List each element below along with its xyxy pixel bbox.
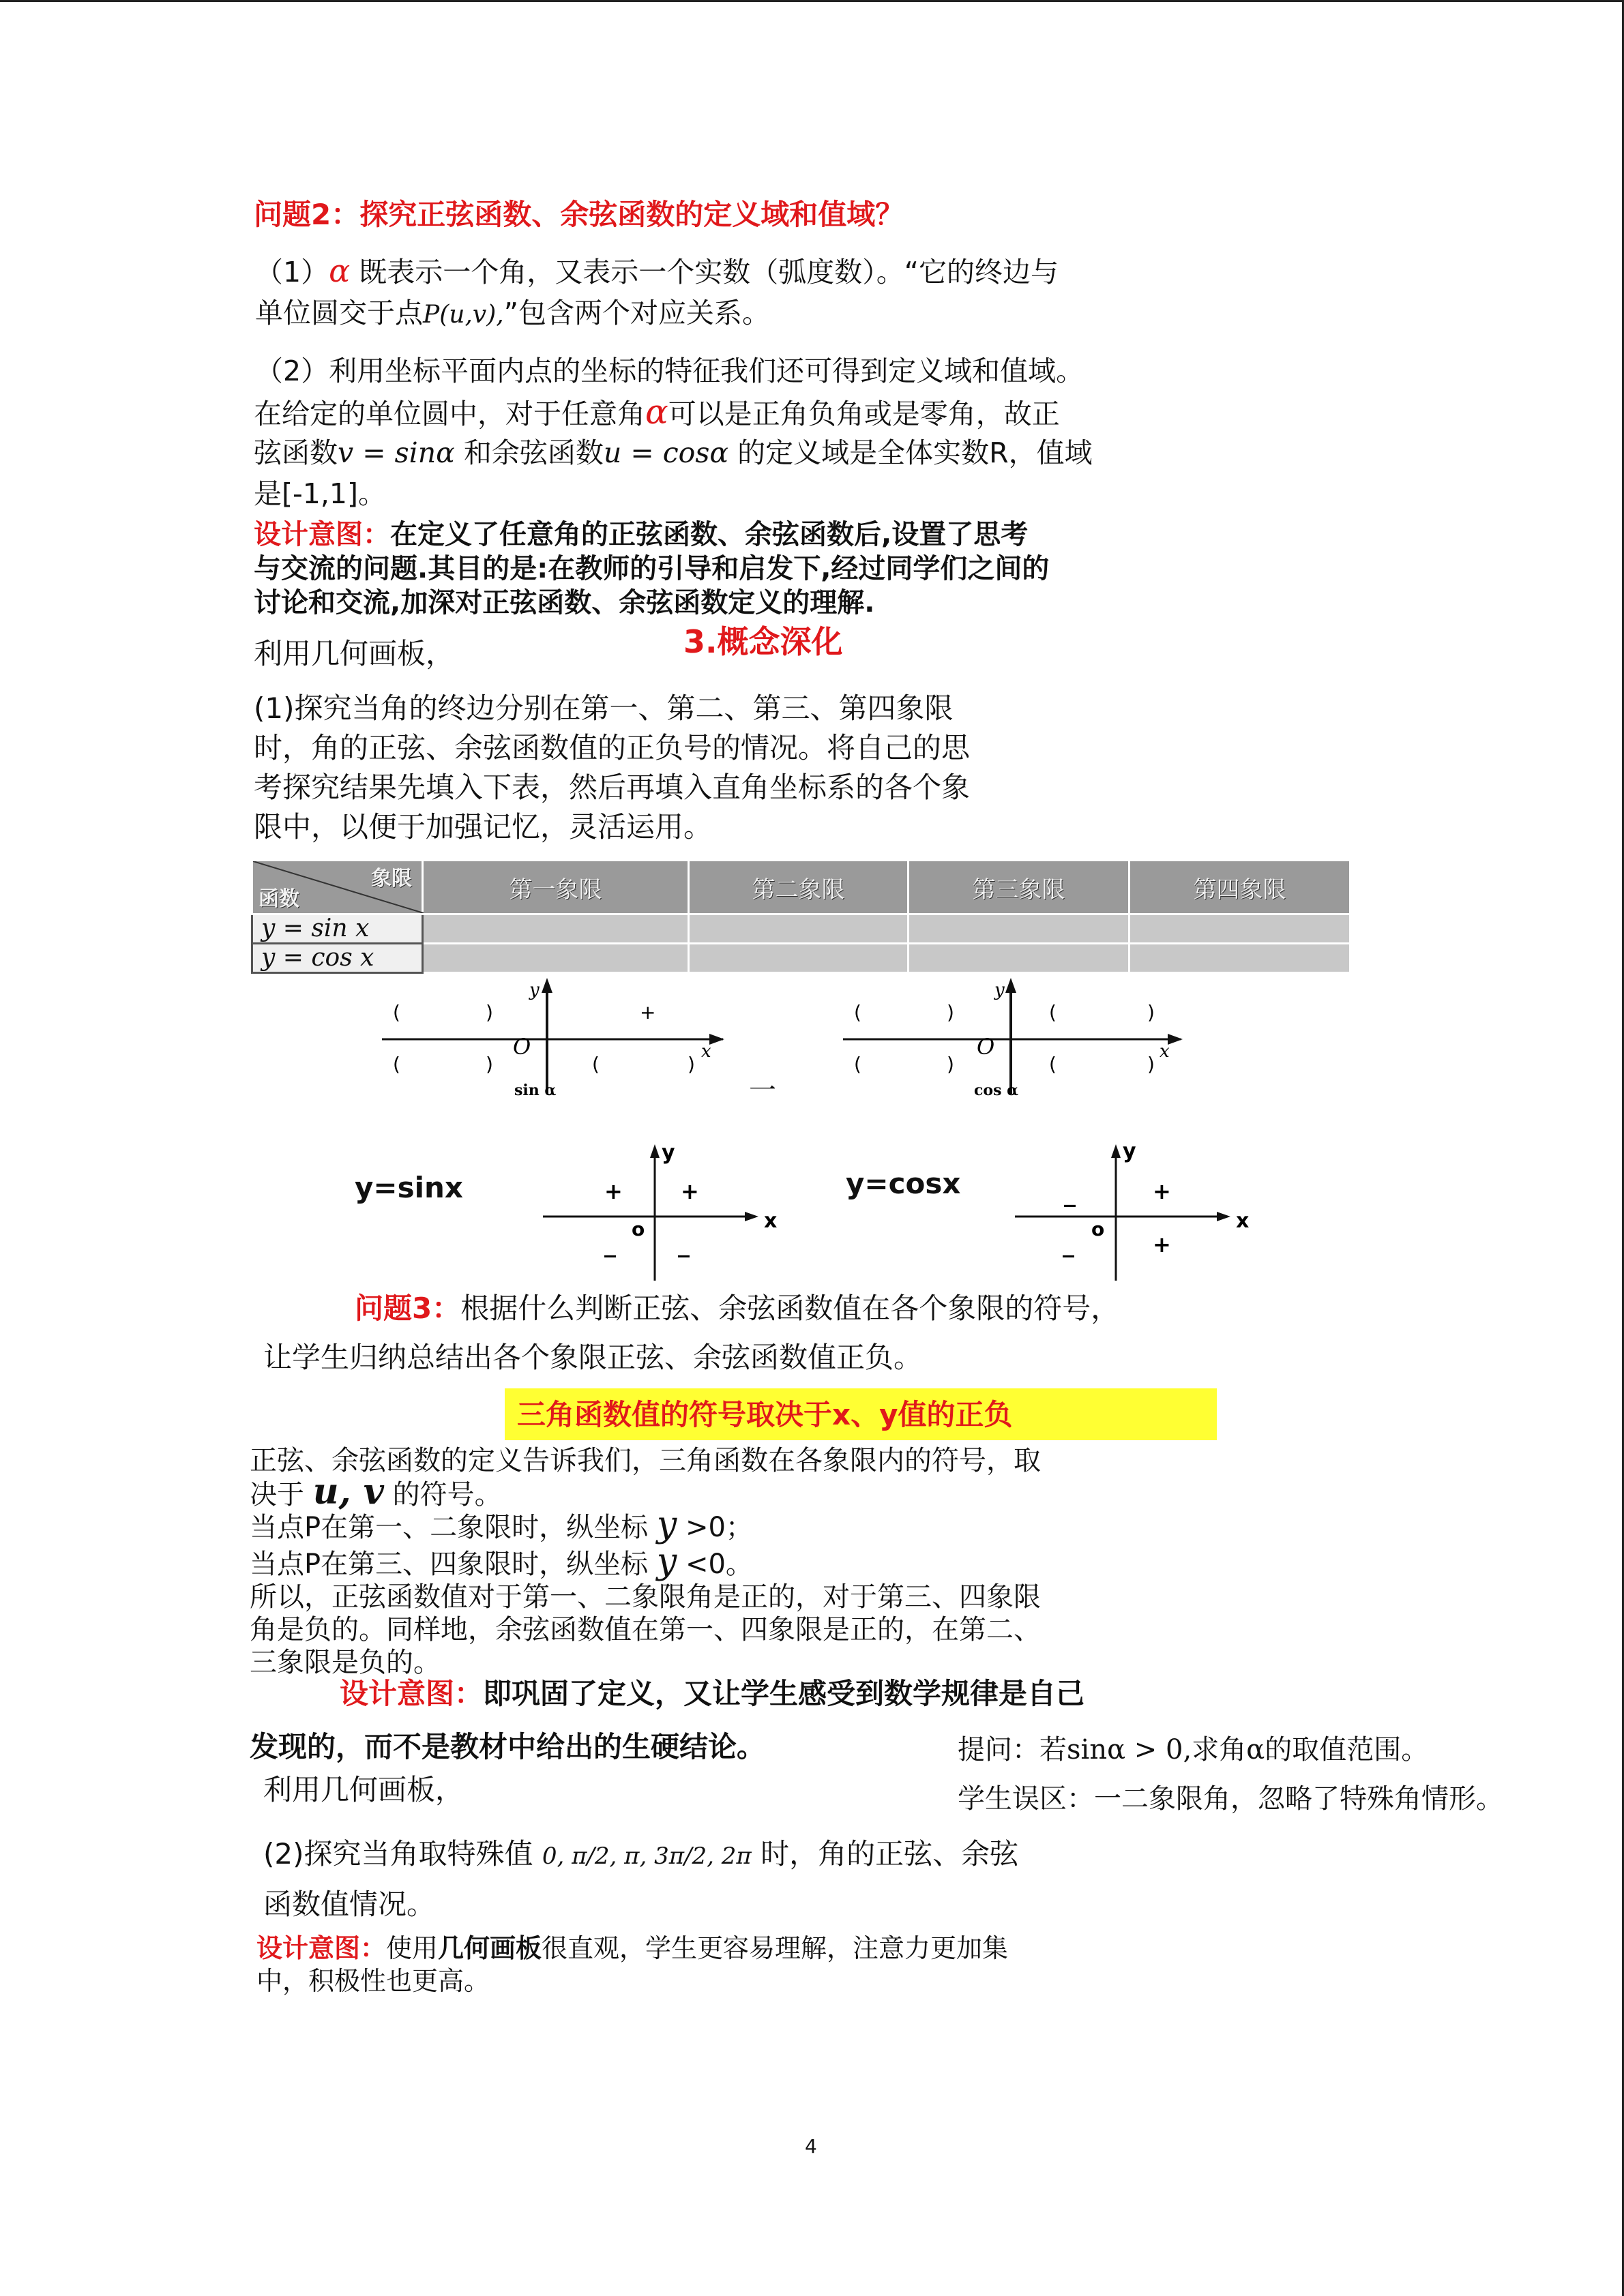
explain-line5: 所以，正弦函数值对于第一、二象限角是正的，对于第三、四象限: [250, 1581, 1041, 1613]
paren-close: ): [1147, 1001, 1155, 1024]
sec3b-p2-line1: [263, 1825, 1018, 1885]
sec3-p1-line1: (1)探究当角的终边分别在第一、第二、第三、第四象限: [254, 691, 954, 725]
q2-sign: +: [604, 1178, 623, 1204]
intent-3-bold: 几何画板: [438, 1933, 542, 1963]
intent-1-line1: [254, 518, 1028, 551]
explain-line3-rest: >0；: [685, 1512, 753, 1543]
table-cell[interactable]: [909, 914, 1130, 944]
paren-open: (: [854, 1001, 861, 1024]
row-label-cos: y = cos x: [252, 944, 423, 973]
explain-line2-rest: 的符号。: [392, 1479, 502, 1510]
intent-1-line2: 与交流的问题.其目的是:在教师的引导和启发下,经过同学们之间的: [254, 553, 1050, 584]
geometry-tool-note: 利用几何画板，: [254, 637, 455, 670]
table-cell[interactable]: [689, 944, 909, 973]
q2-p2-line3-mid: 和余弦函数: [454, 436, 604, 469]
paren-open: (: [854, 1053, 861, 1075]
q1-sign: +: [681, 1178, 699, 1204]
side-note-question: 提问：若sinα > 0,求角α的取值范围。: [958, 1734, 1429, 1765]
quadrant-sign-table: [251, 859, 1351, 974]
q2-p1-line2: [255, 293, 770, 335]
paren-close: ): [486, 1001, 493, 1024]
intent-3-pre: 使用: [386, 1933, 439, 1963]
origin-label: O: [977, 1034, 995, 1060]
point-p: P(u,v),: [423, 301, 504, 329]
paren-close: ): [1147, 1053, 1155, 1075]
sec3-p1-line4: 限中，以便于加强记忆，灵活运用。: [254, 810, 713, 844]
special-values: 0, π/2, π, 3π/2, 2π: [542, 1843, 752, 1870]
cos-formula: u = cosα: [603, 436, 729, 469]
stray-dash: 一: [749, 1075, 776, 1106]
q3-sign: _: [1063, 1231, 1074, 1258]
explain-line4: [250, 1541, 753, 1582]
q2-p1-prefix: （1）: [255, 256, 329, 288]
table-header-q4: 第四象限: [1130, 861, 1350, 914]
sec3-p1-line3: 考探究结果先填入下表，然后再填入直角坐标系的各个象: [254, 771, 971, 804]
corner-bottom-label: 函数: [259, 887, 299, 911]
q2-p1-line2-rest: ”包含两个对应关系。: [503, 297, 770, 329]
intent-3-line1: [256, 1931, 1008, 1965]
y-symbol: y: [656, 1504, 677, 1545]
intent-3-line2: 中，积极性也更高。: [256, 1966, 490, 1996]
x-axis-label: x: [1236, 1209, 1250, 1233]
sinx-sign-axes: [539, 1140, 784, 1283]
paren-open: (: [592, 1053, 600, 1075]
q2-p1-line1: [255, 251, 1059, 292]
table-header-q3: 第三象限: [909, 861, 1130, 914]
q1-sign: +: [640, 1001, 656, 1024]
q3-sign: _: [604, 1231, 616, 1258]
highlight-text: 三角函数值的符号取决于x、y值的正负: [517, 1398, 1013, 1431]
explain-line3: [250, 1504, 753, 1545]
x-axis-label: x: [764, 1209, 778, 1233]
top-border: [0, 0, 1624, 2]
intent-1-label: 设计意图：: [254, 519, 390, 550]
side-note-misconception: 学生误区：一二象限角，忽略了特殊角情形。: [958, 1783, 1503, 1815]
intent-1-line3: 讨论和交流,加深对正弦函数、余弦函数定义的理解.: [254, 587, 875, 618]
explain-line2-prefix: 决于: [250, 1479, 304, 1510]
q2-p1-line2-prefix: 单位圆交于点: [255, 297, 423, 329]
geometry-tool-note-2: 利用几何画板，: [263, 1773, 464, 1806]
axis-x-label: x: [701, 1041, 711, 1062]
q4-sign: +: [1153, 1232, 1171, 1257]
sin-alpha-axes: [368, 976, 737, 1099]
page-number: 4: [805, 2135, 817, 2158]
question-3-text: 根据什么判断正弦、余弦函数值在各个象限的符号，: [460, 1292, 1120, 1325]
intent-1-text1: 在定义了任意角的正弦函数、余弦函数后,设置了思考: [390, 519, 1029, 550]
q2-p2-line1: （2）利用坐标平面内点的坐标的特征我们还可得到定义域和值域。: [255, 355, 1084, 387]
origin-label: o: [632, 1218, 645, 1240]
question-2-title: 问题2：探究正弦函数、余弦函数的定义域和值域？: [254, 198, 904, 231]
explain-line3-prefix: 当点P在第一、二象限时，纵坐标: [250, 1512, 649, 1543]
section-3-heading: 3.概念深化: [683, 623, 843, 660]
intent-2-line1: [340, 1675, 1084, 1713]
axis-x-label: x: [1160, 1041, 1170, 1062]
origin-label: O: [513, 1034, 531, 1060]
y-axis-label: y: [1123, 1140, 1136, 1163]
paren-close: ): [688, 1053, 695, 1075]
table-cell[interactable]: [909, 944, 1130, 973]
table-cell[interactable]: [1130, 914, 1350, 944]
label-y-sinx: y=sinx: [355, 1171, 463, 1204]
axis-y-label: y: [529, 980, 540, 1000]
intent-2-text1: 即巩固了定义，又让学生感受到数学规律是自己: [483, 1677, 1085, 1710]
sec3-p1-line2: 时，角的正弦、余弦函数值的正负号的情况。将自己的思: [254, 731, 971, 764]
table-corner-cell: [252, 861, 423, 914]
question-3-line2: 让学生归纳总结出各个象限正弦、余弦函数值正负。: [263, 1341, 923, 1374]
sin-formula: v = sinα: [338, 436, 455, 469]
table-cell[interactable]: [423, 944, 689, 973]
q1-sign: +: [1153, 1178, 1171, 1204]
explain-line4-rest: <0。: [685, 1549, 753, 1580]
q2-p1-rest: 既表示一个角，又表示一个实数（弧度数）。“它的终边与: [350, 256, 1059, 288]
paren-close: ): [486, 1053, 493, 1075]
cosx-sign-axes: [1011, 1140, 1256, 1283]
y-axis-label: y: [662, 1141, 675, 1165]
question-3-line1: [355, 1289, 1119, 1328]
explain-line6: 角是负的。同样地，余弦函数值在第一、四象限是正的，在第二、: [250, 1614, 1041, 1645]
label-y-cosx: y=cosx: [846, 1167, 961, 1200]
paren-close: ): [947, 1001, 954, 1024]
explain-line1: 正弦、余弦函数的定义告诉我们，三角函数在各象限内的符号，取: [250, 1445, 1041, 1476]
corner-top-label: 象限: [371, 867, 412, 891]
table-cell[interactable]: [423, 914, 689, 944]
q2-p2-line3: [254, 433, 1093, 473]
row-label-sin: y = sin x: [252, 914, 423, 944]
table-header-q1: 第一象限: [423, 861, 689, 914]
q2-sign: _: [1064, 1180, 1076, 1208]
intent-2-label: 设计意图：: [340, 1677, 484, 1710]
explain-line4-prefix: 当点P在第三、四象限时，纵坐标: [250, 1549, 649, 1580]
caption-cos-alpha: cos α: [974, 1082, 1019, 1099]
explain-line7: 三象限是负的。: [250, 1647, 441, 1678]
y-symbol: y: [656, 1541, 677, 1582]
paren-open: (: [393, 1001, 400, 1024]
question-3-label: 问题3：: [355, 1292, 461, 1325]
alpha-symbol: α: [329, 252, 351, 289]
sec3b-p2-prefix: (2)探究当角取特殊值: [263, 1837, 533, 1870]
axis-y-label: y: [994, 980, 1005, 1000]
origin-label: o: [1091, 1218, 1105, 1240]
intent-3-rest: 很直观，学生更容易理解，注意力更加集: [542, 1933, 1009, 1963]
q4-sign: _: [678, 1231, 690, 1258]
paren-close: ): [947, 1053, 954, 1075]
highlight-box: [505, 1388, 1217, 1440]
paren-open: (: [1049, 1053, 1057, 1075]
table-header-q2: 第二象限: [689, 861, 909, 914]
table-cell[interactable]: [689, 914, 909, 944]
intent-3-label: 设计意图：: [256, 1933, 387, 1963]
paren-open: (: [1049, 1001, 1057, 1024]
paren-open: (: [393, 1053, 400, 1075]
caption-sin-alpha: sin α: [514, 1082, 557, 1099]
explain-line2: [250, 1471, 502, 1512]
sec3b-p2-rest: 时，角的正弦、余弦: [761, 1837, 1019, 1870]
q2-p2-line2: [254, 392, 1060, 434]
sec3b-p2-line2: 函数值情况。: [263, 1888, 436, 1921]
cos-alpha-axes: [836, 976, 1191, 1099]
alpha-symbol-2: α: [645, 392, 668, 432]
q2-p2-line2-prefix: 在给定的单位圆中，对于任意角: [254, 398, 645, 430]
q2-p2-line2-rest: 可以是正角负角或是零角，故正: [668, 398, 1060, 430]
uv-symbols: u, v: [312, 1471, 384, 1512]
intent-2-line2: 发现的，而不是教材中给出的生硬结论。: [250, 1730, 766, 1763]
q2-p2-line3-rest: 的定义域是全体实数R，值域: [728, 436, 1093, 469]
q2-p2-line4: 是[-1,1]。: [254, 477, 386, 510]
q2-p2-line3-prefix: 弦函数: [254, 436, 338, 469]
table-cell[interactable]: [1130, 944, 1350, 973]
